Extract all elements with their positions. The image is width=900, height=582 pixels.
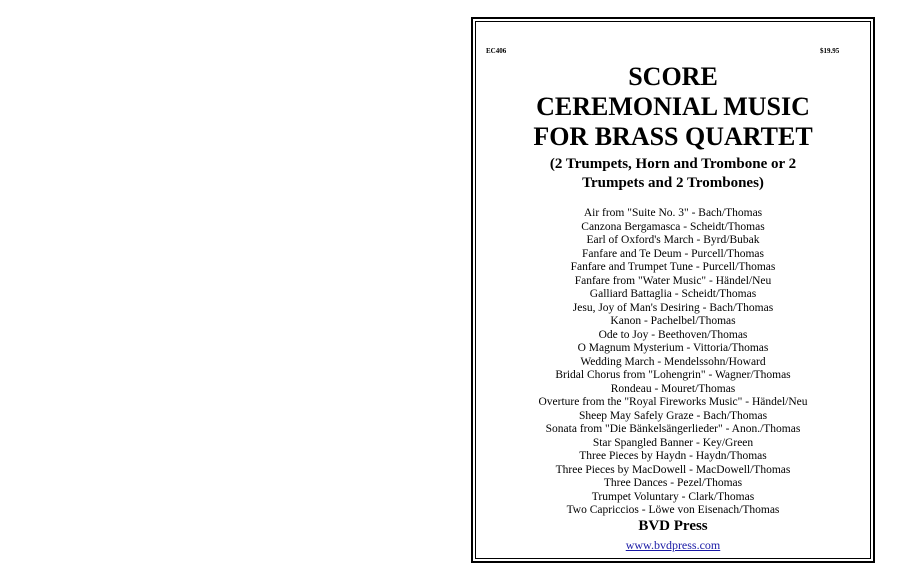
list-item: Canzona Bergamasca - Scheidt/Thomas (581, 220, 765, 233)
list-item: Fanfare and Trumpet Tune - Purcell/Thomas (570, 261, 776, 273)
piece-list (475, 207, 871, 518)
instrumentation-subtitle (475, 155, 871, 193)
list-item: Three Pieces by Haydn - Haydn/Thomas (579, 450, 767, 462)
list-item: Ode to Joy - Beethoven/Thomas (598, 328, 748, 341)
list-item: Jesu, Joy of Man's Desiring - Bach/Thomas (572, 301, 774, 314)
list-item: Fanfare from "Water Music" - Händel/Neu (574, 274, 772, 287)
list-item: Sonata from "Die Bänkelsängerlieder" - Anon./Thomas (545, 423, 801, 435)
list-item: Fanfare and Te Deum - Purcell/Thomas (582, 247, 764, 260)
list-item: Two Capriccios - Löwe von Eisenach/Thomas (566, 504, 780, 516)
list-item: Bridal Chorus from "Lohengrin" - Wagner/Thomas (555, 369, 791, 381)
list-item: Three Dances - Pezel/Thomas (603, 477, 743, 489)
catalog-code: EC406 (486, 47, 507, 55)
list-item: Overture from the "Royal Fireworks Music" - Händel/Neu (538, 396, 808, 408)
list-item: Earl of Oxford's March - Byrd/Bubak (586, 234, 760, 246)
list-item: Air from "Suite No. 3" - Bach/Thomas (583, 207, 763, 219)
title-block (475, 62, 871, 152)
subtitle-line-1: (2 Trumpets, Horn and Trombone or 2 (549, 156, 797, 172)
list-item: Three Pieces by MacDowell - MacDowell/Thomas (555, 463, 791, 476)
subtitle-line-2: Trumpets and 2 Trombones) (582, 175, 764, 191)
list-item: Star Spangled Banner - Key/Green (592, 436, 754, 449)
list-item: Galliard Battaglia - Scheidt/Thomas (589, 288, 757, 300)
list-item: Sheep May Safely Graze - Bach/Thomas (578, 409, 768, 422)
title-line-1: SCORE (628, 62, 718, 91)
list-item: Wedding March - Mendelssohn/Howard (580, 355, 766, 368)
title-line-2: CEREMONIAL MUSIC (536, 92, 810, 121)
publisher-website-link[interactable]: www.bvdpress.com (625, 538, 721, 552)
list-item: Rondeau - Mouret/Thomas (610, 382, 736, 395)
title-line-3: FOR BRASS QUARTET (533, 122, 813, 151)
list-item: Trumpet Voluntary - Clark/Thomas (591, 490, 755, 503)
list-item: Kanon - Pachelbel/Thomas (610, 315, 736, 327)
price: $19.95 (820, 47, 840, 55)
list-item: O Magnum Mysterium - Vittoria/Thomas (577, 342, 769, 354)
publisher-name: BVD Press (638, 518, 708, 534)
